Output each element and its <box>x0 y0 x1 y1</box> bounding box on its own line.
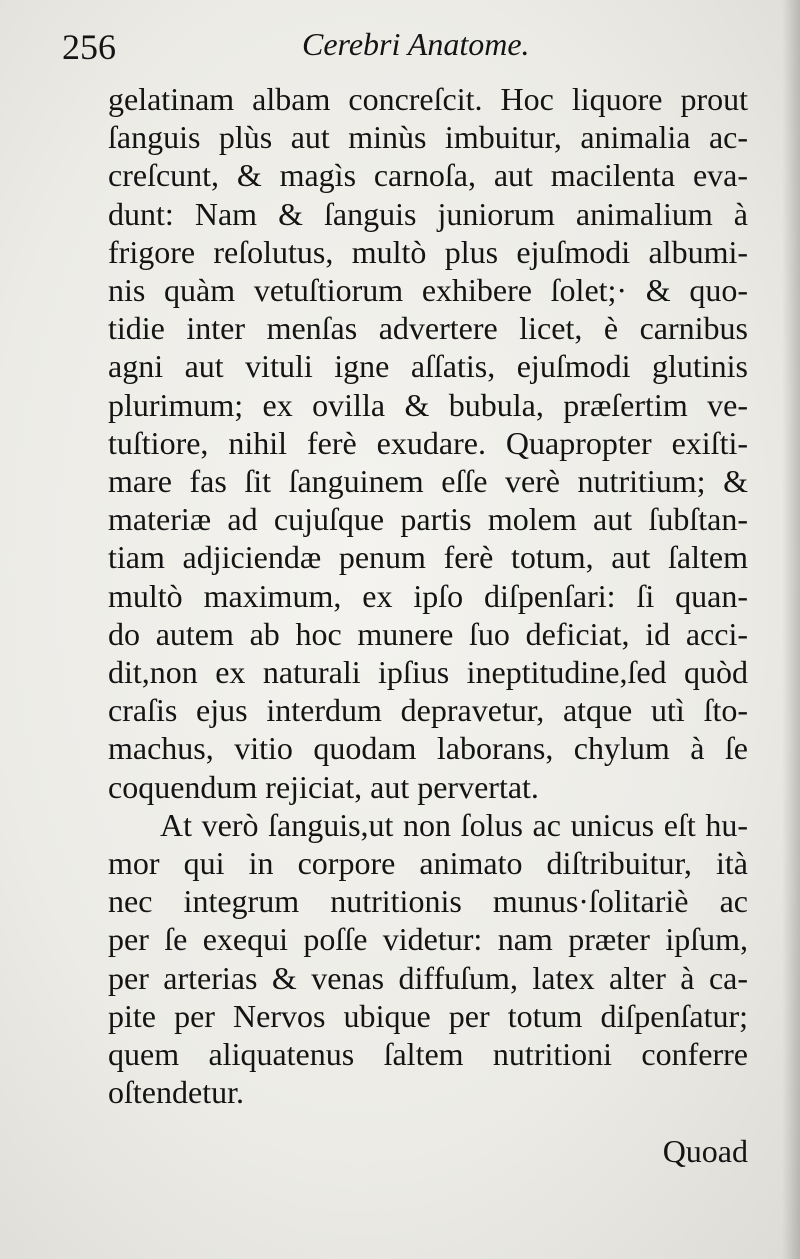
text-line: At verò ſanguis,ut non ſolus ac unicus eſt hu- <box>160 806 748 843</box>
text-line: agni aut vituli igne aſſatis, ejuſmodi glutinis <box>108 348 748 385</box>
text-line: multò maximum, ex ipſo diſpenſari: ſi quan- <box>108 577 748 614</box>
text-line: per arterias & venas diffuſum, latex alter à ca- <box>108 959 748 996</box>
text-line: mor qui in corpore animato diſtribuitur, ità <box>108 845 748 882</box>
text-line: tuſtiore, nihil ferè exudare. Quapropter exiſti- <box>108 424 748 461</box>
text-line: coquendum rejiciat, aut pervertat. <box>108 768 539 805</box>
text-line: do autem ab hoc munere ſuo deficiat, id acci- <box>108 615 748 652</box>
text-line: tiam adjiciendæ penum ferè totum, aut ſaltem <box>108 539 748 576</box>
page-header <box>62 24 760 68</box>
text-line: tidie inter menſas advertere licet, è carnibus <box>108 310 748 347</box>
text-line: nec integrum nutritionis munus·ſolitariè ac <box>108 883 748 920</box>
text-line: nis quàm vetuſtiorum exhibere ſolet;· & quo- <box>108 272 748 309</box>
text-line: machus, vitio quodam laborans, chylum à ſe <box>108 730 748 767</box>
text-line: creſcunt, & magìs carnoſa, aut macilenta eva- <box>108 157 748 194</box>
text-line: materiæ ad cujuſque partis molem aut ſubſtan- <box>108 501 748 538</box>
body-text <box>108 80 748 1111</box>
text-line: gelatinam albam concreſcit. Hoc liquore prout <box>108 81 748 117</box>
text-line: dit,non ex naturali ipſius ineptitudine,ſed quòd <box>108 654 748 691</box>
running-title: Cerebri Anatome. <box>302 26 530 62</box>
text-line: craſis ejus interdum depravetur, atque utì ſto- <box>108 692 748 729</box>
catchword: Quoad <box>662 1133 748 1169</box>
text-line: ſanguis plùs aut minùs imbuitur, animalia ac- <box>108 119 748 156</box>
paragraph-1 <box>108 80 748 806</box>
text-line: pite per Nervos ubique per totum diſpenſatur; <box>108 997 748 1034</box>
paragraph-2 <box>108 806 748 1112</box>
text-line: plurimum; ex ovilla & bubula, præſertim ve- <box>108 386 748 423</box>
page-number: 256 <box>62 27 116 67</box>
text-line: quem aliquatenus ſaltem nutritioni conferre <box>108 1036 748 1073</box>
text-line: frigore reſolutus, multò plus ejuſmodi albumi- <box>108 233 748 270</box>
text-line: mare fas ſit ſanguinem eſſe verè nutritium; & <box>108 463 748 500</box>
text-line: dunt: Nam & ſanguis juniorum animalium à <box>108 195 748 232</box>
text-line: oſtendetur. <box>108 1074 244 1111</box>
text-line: per ſe exequi poſſe videtur: nam præter ipſum, <box>108 921 748 958</box>
